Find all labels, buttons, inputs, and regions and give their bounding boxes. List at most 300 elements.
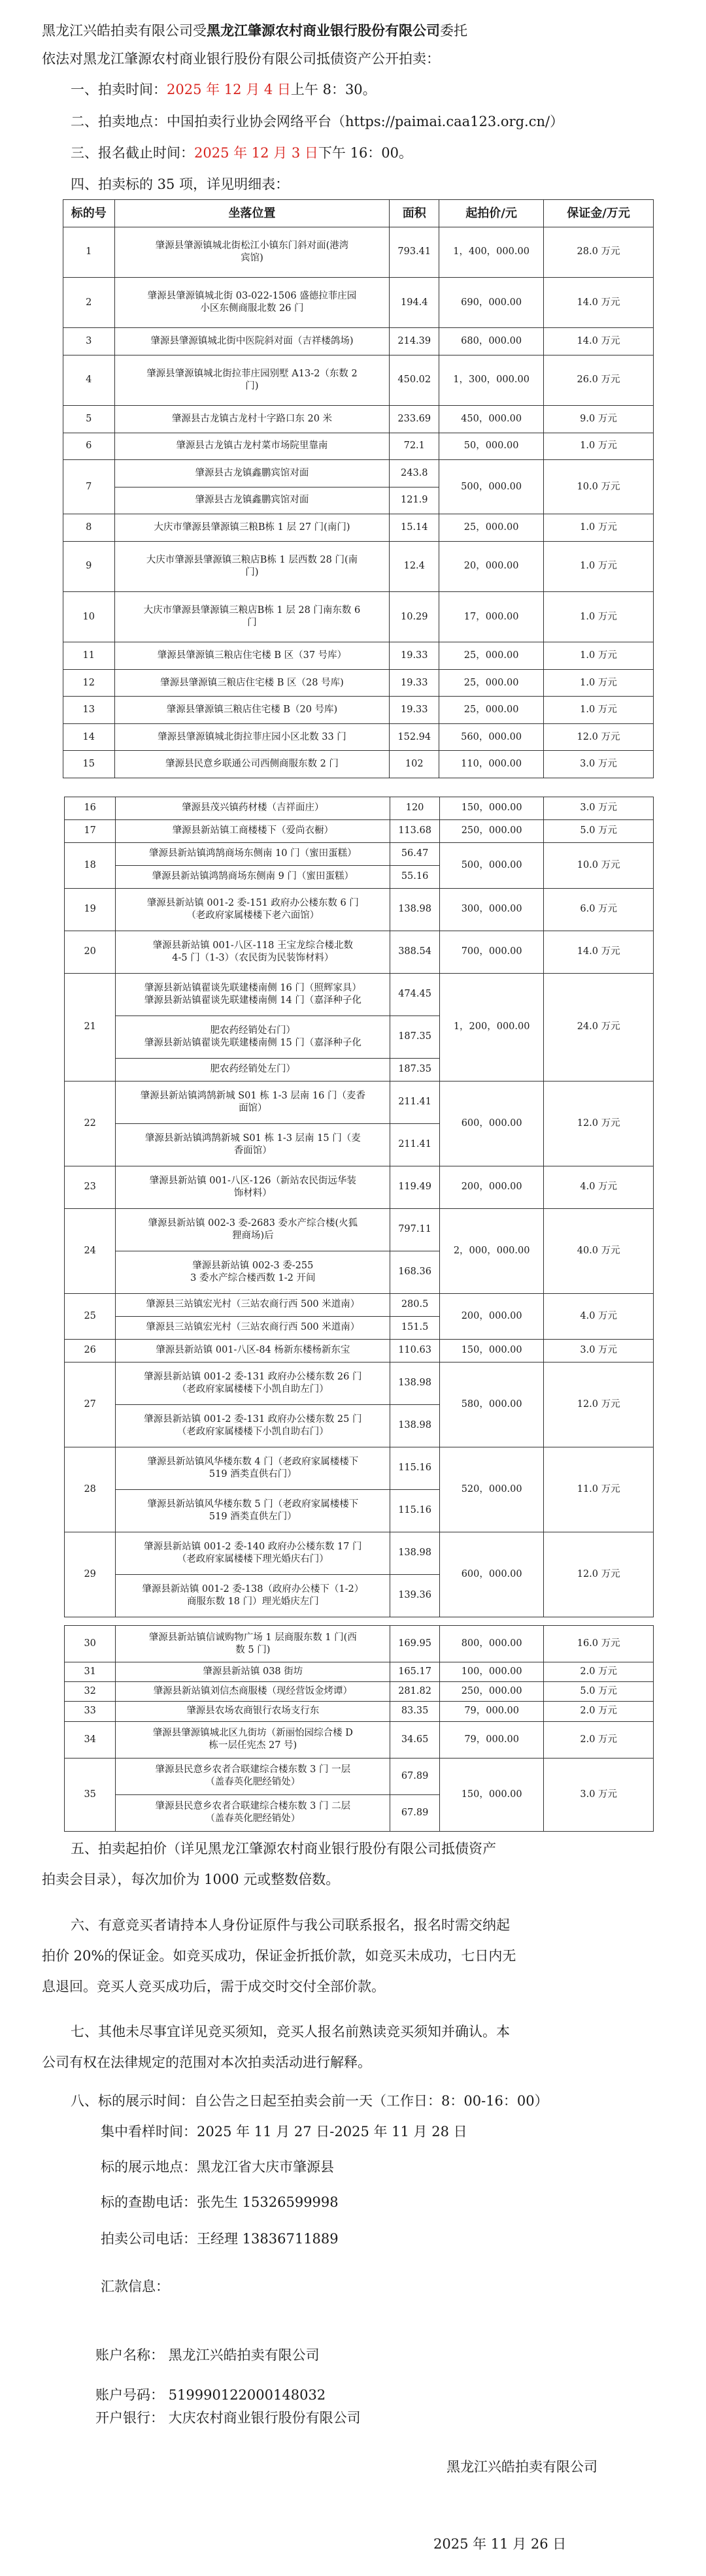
lot-deposit: 3.0 万元 [544, 1339, 654, 1362]
lot-area: 233.69 [390, 406, 439, 433]
lot-area: 139.36 [390, 1574, 440, 1617]
table-row [65, 1532, 654, 1574]
lot-location-line: 肇源县新站镇风华楼东数 4 门（老政府家属楼楼下 [147, 1456, 359, 1467]
lot-location [116, 1404, 390, 1447]
lot-location-line: 肇源县新站镇刘信杰商服楼（现经营饭金烤谭） [153, 1686, 353, 1697]
lot-location [116, 1208, 390, 1251]
lot-location-line: 肇源县新站镇鸿鹄商场东侧南 10 门（蜜田蛋糕） [148, 848, 357, 859]
lot-number: 7 [63, 460, 115, 514]
lot-location-line: 肇源县新站镇 002-3 委-2683 委水产综合楼(火狐 [148, 1217, 358, 1229]
lot-number: 23 [65, 1166, 116, 1208]
lot-number: 27 [65, 1362, 116, 1447]
registration-deadline [71, 143, 412, 163]
lot-number: 30 [65, 1626, 116, 1662]
lot-start-price: 600，000.00 [439, 1081, 543, 1166]
lot-number: 29 [65, 1532, 116, 1617]
lot-area: 56.47 [390, 842, 440, 865]
lot-location [114, 460, 390, 487]
lot-location [114, 751, 390, 778]
lot-location-line: 肇源县新站镇 001-2 委-131 政府办公楼东数 25 门 [144, 1413, 362, 1425]
lot-area: 793.41 [390, 227, 439, 277]
lot-location [116, 888, 390, 931]
lot-location-line: 肇源县肇源镇城北街拉菲庄园别墅 A13-2（东数 2 [146, 368, 358, 379]
lot-deposit: 1.0 万元 [544, 642, 654, 670]
lot-area: 67.89 [390, 1794, 440, 1831]
account-number: 账户号码： 519990122000148032 [95, 2387, 326, 2403]
lot-location-line: 小区东侧商服北数 26 门 [200, 303, 304, 314]
lot-location [116, 1081, 390, 1123]
lot-number: 4 [63, 355, 115, 405]
lot-deposit: 12.0 万元 [544, 1362, 654, 1447]
table-row [63, 723, 654, 751]
table-row [63, 541, 654, 591]
lot-location [114, 541, 390, 591]
lot-number: 25 [65, 1293, 116, 1339]
lot-start-price: 250，000.00 [439, 819, 543, 842]
lot-start-price: 450，000.00 [439, 406, 544, 433]
lot-area: 19.33 [390, 642, 439, 670]
deadline-date: 2025 年 12 月 3 日 [194, 145, 318, 161]
location-header: 坐落位置 [114, 200, 390, 227]
lot-location-line: 肇源县新站镇翟谈先联建楼南侧 15 门（嘉泽种子化 [144, 1037, 361, 1048]
lot-start-price: 580，000.00 [439, 1362, 543, 1447]
lot-deposit: 1.0 万元 [544, 514, 654, 542]
section-5-line-2: 拍卖会目录），每次加价为 1000 元或整数倍数。 [42, 1872, 340, 1887]
table-row [65, 973, 654, 1016]
lot-number: 8 [63, 514, 115, 542]
lot-area: 165.17 [390, 1662, 440, 1682]
lot-location [116, 1016, 390, 1058]
table-row [63, 751, 654, 778]
lot-location-line: 商服东数 18 门）理光婚庆左门 [186, 1596, 319, 1607]
lot-number: 34 [65, 1721, 116, 1758]
lot-start-price: 25，000.00 [439, 514, 544, 542]
lot-area: 211.41 [390, 1081, 440, 1123]
table-row [65, 819, 654, 842]
section-7-line-1: 七、其他未尽事宜详见竞买须知，竞买人报名前熟读竞买须知并确认。本 [71, 2024, 510, 2039]
lot-number: 6 [63, 433, 115, 460]
lot-number: 31 [65, 1662, 116, 1682]
lot-start-price: 560，000.00 [439, 723, 544, 751]
lot-deposit: 2.0 万元 [544, 1721, 654, 1758]
lot-area: 115.16 [390, 1447, 440, 1489]
lot-location-line: 肇源县新站镇 001-八区-126（新站农民街远华装 [149, 1175, 356, 1186]
exhibit-location: 标的展示地点：黑龙江省大庆市肇源县 [101, 2159, 334, 2175]
lot-area: 211.41 [390, 1123, 440, 1166]
lot-deposit: 1.0 万元 [544, 541, 654, 591]
lot-area: 169.95 [390, 1626, 440, 1662]
table-row [65, 1758, 654, 1794]
lot-number: 22 [65, 1081, 116, 1166]
lot-area: 119.49 [390, 1166, 440, 1208]
lot-location [116, 842, 390, 865]
lot-start-price: 500，000.00 [439, 842, 543, 888]
lot-location-line: 519 酒类直供左门） [209, 1511, 297, 1522]
lot-start-price: 200，000.00 [439, 1166, 543, 1208]
table-row [63, 697, 654, 724]
lot-area: 15.14 [390, 514, 439, 542]
lot-deposit: 1.0 万元 [544, 669, 654, 697]
lot-location-line: 肇源县肇源镇三粮店住宅楼 B（20 号库) [166, 704, 338, 716]
signature-company: 黑龙江兴皓拍卖有限公司 [446, 2459, 597, 2475]
lot-area: 214.39 [390, 328, 439, 355]
lot-location-line: 肇源县肇源镇城北街中医院斜对面（吉祥楼鸽场) [150, 335, 354, 346]
lot-number: 24 [65, 1208, 116, 1293]
lot-number: 32 [65, 1682, 116, 1702]
lot-start-price: 20，000.00 [439, 541, 544, 591]
lot-location-line: 肇源县民意乡联通公司西侧商服东数 2 门 [165, 759, 339, 770]
lot-start-price: 1，200，000.00 [439, 973, 543, 1081]
account-name: 账户名称： 黑龙江兴皓拍卖有限公司 [95, 2347, 320, 2363]
lot-deposit: 3.0 万元 [544, 1758, 654, 1831]
lot-location-line: 肇源县肇源镇三粮店住宅楼 B 区（28 号库) [160, 677, 344, 688]
lot-location [116, 1251, 390, 1293]
table-row [65, 1721, 654, 1758]
lot-location [116, 1316, 390, 1339]
lot-area: 113.68 [390, 819, 440, 842]
lot-number: 5 [63, 406, 115, 433]
lot-deposit: 14.0 万元 [544, 931, 654, 973]
company-phone: 拍卖公司电话：王经理 13836711889 [101, 2231, 339, 2247]
lot-location-line: 肇源县新站镇 001-2 委-131 政府办公楼东数 26 门 [144, 1371, 362, 1382]
lot-location [116, 1574, 390, 1617]
lot-location [116, 1362, 390, 1404]
lot-area: 55.16 [390, 865, 440, 888]
lot-location [114, 697, 390, 724]
lot-deposit: 40.0 万元 [544, 1208, 654, 1293]
lot-location [116, 1293, 390, 1316]
section-8: 八、标的展示时间：自公告之日起至拍卖会前一天（工作日：8：00-16：00） [71, 2093, 548, 2109]
lot-location [116, 819, 390, 842]
lot-location-line: （老政府家属楼楼下小凯自助左门） [176, 1383, 329, 1395]
lot-number: 18 [65, 842, 116, 888]
lot-deposit: 12.0 万元 [544, 1081, 654, 1166]
lot-location [116, 1702, 390, 1721]
intro-prefix: 黑龙江兴皓拍卖有限公司受 [42, 23, 207, 39]
lot-area: 110.63 [390, 1339, 440, 1362]
lot-number: 1 [63, 227, 115, 277]
lot-location [114, 669, 390, 697]
lot-location [116, 1626, 390, 1662]
lot-location-line: 栋一层任宪杰 27 号) [209, 1740, 297, 1751]
lot-number: 10 [63, 591, 115, 642]
section-6-line-3: 息退回。竞买人竞买成功后，需于成交时交付全部价款。 [42, 1979, 385, 1994]
lot-start-price: 300，000.00 [439, 888, 543, 931]
lot-location [116, 1166, 390, 1208]
intro-line-1 [42, 21, 467, 41]
lot-location [116, 931, 390, 973]
table-row [63, 355, 654, 405]
lot-number: 14 [63, 723, 115, 751]
lot-location-line: 肇源县民意乡农者合联建综合楼东数 3 门 一层 [155, 1764, 351, 1775]
lot-deposit: 2.0 万元 [544, 1662, 654, 1682]
lot-area: 138.98 [390, 888, 440, 931]
lot-area: 83.35 [390, 1702, 440, 1721]
lot-location-line: 门 [247, 618, 257, 629]
auction-time [71, 80, 377, 99]
lot-number: 28 [65, 1447, 116, 1532]
lot-deposit: 1.0 万元 [544, 433, 654, 460]
lot-number: 26 [65, 1339, 116, 1362]
lot-number: 19 [65, 888, 116, 931]
lot-area: 281.82 [390, 1682, 440, 1702]
lot-location [116, 1794, 390, 1831]
lot-deposit: 28.0 万元 [544, 227, 654, 277]
lot-area: 187.35 [390, 1016, 440, 1058]
lot-start-price: 150，000.00 [439, 1758, 543, 1831]
table-row [65, 1362, 654, 1404]
lot-location-line: （老政府家属楼楼下小凯自助右门） [176, 1426, 329, 1437]
lot-area: 280.5 [390, 1293, 440, 1316]
lot-location-line: 肇源县新站镇翟谈先联建楼南侧 16 门（照辉家具） [144, 982, 361, 993]
table-row [65, 842, 654, 865]
lot-start-price: 79，000.00 [439, 1702, 543, 1721]
lot-location-line: 肇源县古龙镇古龙村十字路口东 20 米 [171, 413, 333, 424]
section-6-line-2: 拍价 20%的保证金。如竞买成功，保证金折抵价款，如竞买未成功，七日内无 [42, 1948, 516, 1964]
lot-location-line: 宾馆) [241, 252, 263, 263]
lot-location-line: 肇源县新站镇鸿鹄新城 S01 栋 1-3 层南 16 门（麦香 [140, 1090, 365, 1101]
lot-location-line: 519 酒类直供右门） [209, 1468, 297, 1479]
auction-place: 二、拍卖地点：中国拍卖行业协会网络平台（https://paimai.caa123.org.cn/） [71, 114, 564, 129]
lot-deposit: 16.0 万元 [544, 1626, 654, 1662]
lot-deposit: 4.0 万元 [544, 1293, 654, 1339]
lot-location-line: 肇源县古龙镇古龙村菜市场院里靠南 [176, 440, 328, 452]
lot-location-line: 肇源县肇源镇城北街 03-022-1506 盛德拉菲庄园 [147, 291, 357, 302]
lot-number-header: 标的号 [63, 200, 115, 227]
lot-area: 474.45 [390, 973, 440, 1016]
lot-area: 138.98 [390, 1532, 440, 1574]
lot-start-price: 150，000.00 [439, 797, 543, 820]
lot-location [114, 406, 390, 433]
lot-number: 35 [65, 1758, 116, 1831]
lot-start-price: 680，000.00 [439, 328, 544, 355]
lot-area: 152.94 [390, 723, 439, 751]
lots-intro: 四、拍卖标的 35 项，详见明细表： [71, 176, 290, 192]
lot-location-line: 肇源县古龙镇鑫鹏宾馆对面 [195, 495, 309, 506]
table-row [63, 642, 654, 670]
table-row [63, 669, 654, 697]
table-row [65, 1682, 654, 1702]
lot-location [114, 487, 390, 514]
lot-start-price: 2，000，000.00 [439, 1208, 543, 1293]
client-name: 黑龙江肇源农村商业银行股份有限公司 [207, 22, 440, 39]
lot-deposit: 6.0 万元 [544, 888, 654, 931]
lot-location [114, 277, 390, 327]
lot-start-price: 600，000.00 [439, 1532, 543, 1617]
lot-location-line: 肇源县三站镇宏光村（三站农商行西 500 米道南） [146, 1322, 360, 1333]
lot-start-price: 500，000.00 [439, 460, 544, 514]
signature-date: 2025 年 11 月 26 日 [433, 2536, 567, 2552]
lot-deposit: 2.0 万元 [544, 1702, 654, 1721]
lot-location-line: 肇源县新站镇 001-2 委-140 政府办公楼东数 17 门 [144, 1541, 362, 1552]
lot-deposit: 9.0 万元 [544, 406, 654, 433]
lot-area: 120 [390, 797, 440, 820]
lot-start-price: 25，000.00 [439, 697, 544, 724]
lot-location-line: 饰材料） [233, 1187, 272, 1198]
lot-deposit: 3.0 万元 [544, 751, 654, 778]
lots-table-page-3 [64, 1625, 654, 1832]
table-row [65, 1662, 654, 1682]
section-5-line-1: 五、拍卖起拍价（详见黑龙江肇源农村商业银行股份有限公司抵债资产 [71, 1841, 496, 1857]
lot-location-line: 3 委水产综合楼西数 1-2 开间 [190, 1272, 316, 1283]
table-row [65, 1702, 654, 1721]
table-row [63, 227, 654, 277]
lot-location [114, 642, 390, 670]
lot-area: 102 [390, 751, 439, 778]
lot-location [114, 514, 390, 542]
lot-number: 20 [65, 931, 116, 973]
table-row [63, 433, 654, 460]
table-header-row [63, 200, 654, 227]
lot-location-line: 肥农药经销处右门） [210, 1025, 296, 1036]
lot-location [116, 1758, 390, 1794]
lot-start-price: 800，000.00 [439, 1626, 543, 1662]
lot-area: 138.98 [390, 1362, 440, 1404]
lot-location-line: 肇源县新站镇工商楼楼下（爱尚衣橱） [172, 825, 334, 836]
table-row [65, 797, 654, 820]
section-6-line-1: 六、有意竞买者请持本人身份证原件与我公司联系报名，报名时需交纳起 [71, 1917, 510, 1933]
lot-location-line: 狸商场)后 [231, 1230, 274, 1241]
lot-start-price: 690，000.00 [439, 277, 544, 327]
lot-location-line: 肇源县茂兴镇药材楼（吉祥面庄） [182, 802, 324, 814]
lot-area: 168.36 [390, 1251, 440, 1293]
lot-area: 151.5 [390, 1316, 440, 1339]
lot-location [114, 355, 390, 405]
lot-area: 121.9 [390, 487, 439, 514]
lot-deposit: 1.0 万元 [544, 591, 654, 642]
viewing-time: 集中看样时间：2025 年 11 月 27 日-2025 年 11 月 28 日 [101, 2124, 467, 2139]
lot-location [116, 1489, 390, 1532]
lot-start-price: 200，000.00 [439, 1293, 543, 1339]
lot-deposit: 5.0 万元 [544, 1682, 654, 1702]
lot-location-line: 肇源县肇源镇城北街拉菲庄园小区北数 33 门 [158, 731, 346, 742]
lot-start-price: 1，300，000.00 [439, 355, 544, 405]
lot-location-line: 门) [245, 380, 259, 391]
lot-location-line: 大庆市肇源县肇源镇三粮店B栋 1 层西数 28 门(南 [146, 554, 358, 565]
start-price-header: 起拍价/元 [439, 200, 544, 227]
lot-location [114, 227, 390, 277]
lot-location-line: 肥农药经销处左门） [210, 1064, 296, 1075]
table-row [63, 514, 654, 542]
table-row [65, 1626, 654, 1662]
lot-area: 138.98 [390, 1404, 440, 1447]
table-row [65, 1081, 654, 1123]
lot-start-price: 1，400，000.00 [439, 227, 544, 277]
lot-location [114, 328, 390, 355]
lot-location-line: 香面馆） [233, 1145, 272, 1156]
table-row [65, 1166, 654, 1208]
lot-deposit: 12.0 万元 [544, 1532, 654, 1617]
lot-deposit: 26.0 万元 [544, 355, 654, 405]
lot-number: 33 [65, 1702, 116, 1721]
lot-number: 11 [63, 642, 115, 670]
lot-deposit: 24.0 万元 [544, 973, 654, 1081]
lot-start-price: 100，000.00 [439, 1662, 543, 1682]
lot-number: 13 [63, 697, 115, 724]
lot-deposit: 11.0 万元 [544, 1447, 654, 1532]
lot-location-line: 肇源县古龙镇鑫鹏宾馆对面 [195, 467, 309, 478]
lot-area: 72.1 [390, 433, 439, 460]
lot-location-line: 门) [245, 567, 259, 578]
lot-location-line: （盖春英化肥经销处） [205, 1777, 301, 1788]
deadline-label: 三、报名截止时间： [71, 145, 194, 161]
section-7-line-2: 公司有权在法律规定的范围对本次拍卖活动进行解释。 [42, 2055, 371, 2070]
lot-location-line: 大庆市肇源县肇源镇三粮B栋 1 层 27 门(南门) [154, 521, 350, 533]
lot-location-line: 肇源县肇源镇城北街松江小镇东门斜对面(港湾 [155, 240, 349, 251]
lot-deposit: 5.0 万元 [544, 819, 654, 842]
deposit-header: 保证金/万元 [544, 200, 654, 227]
area-header: 面积 [390, 200, 439, 227]
lot-deposit: 14.0 万元 [544, 277, 654, 327]
lot-deposit: 12.0 万元 [544, 723, 654, 751]
lot-location-line: 肇源县新站镇风华楼东数 5 门（老政府家属楼楼下 [147, 1498, 359, 1510]
table-row [65, 888, 654, 931]
lot-area: 34.65 [390, 1721, 440, 1758]
lot-start-price: 25，000.00 [439, 642, 544, 670]
lot-location-line: 肇源县民意乡农者合联建综合楼东数 3 门 二层 [155, 1801, 351, 1812]
lot-area: 450.02 [390, 355, 439, 405]
lot-location-line: 肇源县新站镇 001-八区-118 王宝龙综合楼北数 [152, 940, 353, 951]
lot-start-price: 17，000.00 [439, 591, 544, 642]
lot-area: 12.4 [390, 541, 439, 591]
lot-number: 9 [63, 541, 115, 591]
lot-location-line: 肇源县新站镇鸿鹄商场东侧南 9 门（蜜田蛋糕） [152, 871, 354, 882]
bank-name: 开户银行： 大庆农村商业银行股份有限公司 [95, 2410, 361, 2426]
lot-area: 67.89 [390, 1758, 440, 1794]
lot-location [116, 1532, 390, 1574]
lot-location [116, 1662, 390, 1682]
lot-area: 388.54 [390, 931, 440, 973]
table-row [63, 460, 654, 487]
lot-location [116, 1721, 390, 1758]
table-row [63, 591, 654, 642]
lot-location-line: （老政府家属楼楼下理光婚庆右门） [176, 1553, 329, 1564]
intro-suffix: 委托 [440, 23, 467, 39]
lot-location-line: 肇源县新站镇 002-3 委-255 [192, 1260, 314, 1271]
lot-start-price: 150，000.00 [439, 1339, 543, 1362]
table-row [65, 1447, 654, 1489]
lot-location [114, 433, 390, 460]
auction-time-label: 一、拍卖时间： [71, 82, 167, 97]
lot-start-price: 520，000.00 [439, 1447, 543, 1532]
lot-number: 17 [65, 819, 116, 842]
lot-area: 115.16 [390, 1489, 440, 1532]
lot-deposit: 3.0 万元 [544, 797, 654, 820]
lot-location-line: 肇源县新站镇 001-2 委-138（政府办公楼下（1-2） [142, 1583, 364, 1594]
lot-location-line: 肇源县肇源镇城北区九街坊（新丽怡园综合楼 D [152, 1728, 353, 1739]
lot-start-price: 700，000.00 [439, 931, 543, 973]
lot-location [116, 865, 390, 888]
lot-location [116, 1123, 390, 1166]
lot-location-line: （盖春英化肥经销处） [205, 1813, 301, 1825]
lot-location-line: 肇源县农场农商银行农场支行东 [186, 1706, 320, 1717]
lot-start-price: 25，000.00 [439, 669, 544, 697]
lot-location-line: 大庆市肇源县肇源镇三粮店B栋 1 层 28 门南东数 6 [143, 605, 361, 616]
lot-number: 21 [65, 973, 116, 1081]
table-row [65, 1208, 654, 1251]
lot-area: 243.8 [390, 460, 439, 487]
lot-location-line: 肇源县新站镇信诚购物广场 1 层商服东数 1 门(西 [148, 1632, 357, 1643]
lot-deposit: 10.0 万元 [544, 842, 654, 888]
table-row [65, 1339, 654, 1362]
lot-location [116, 797, 390, 820]
lot-location [116, 1447, 390, 1489]
lot-start-price: 250，000.00 [439, 1682, 543, 1702]
intro-line-2: 依法对黑龙江肇源农村商业银行股份有限公司抵债资产公开拍卖： [42, 51, 440, 67]
remittance-title: 汇款信息： [101, 2279, 169, 2294]
lot-location-line: 4-5 门（1-3）（农民街为民装饰材料） [172, 952, 334, 963]
lot-location-line: 肇源县新站镇翟谈先联建楼南侧 14 门（嘉泽种子化 [144, 995, 361, 1006]
